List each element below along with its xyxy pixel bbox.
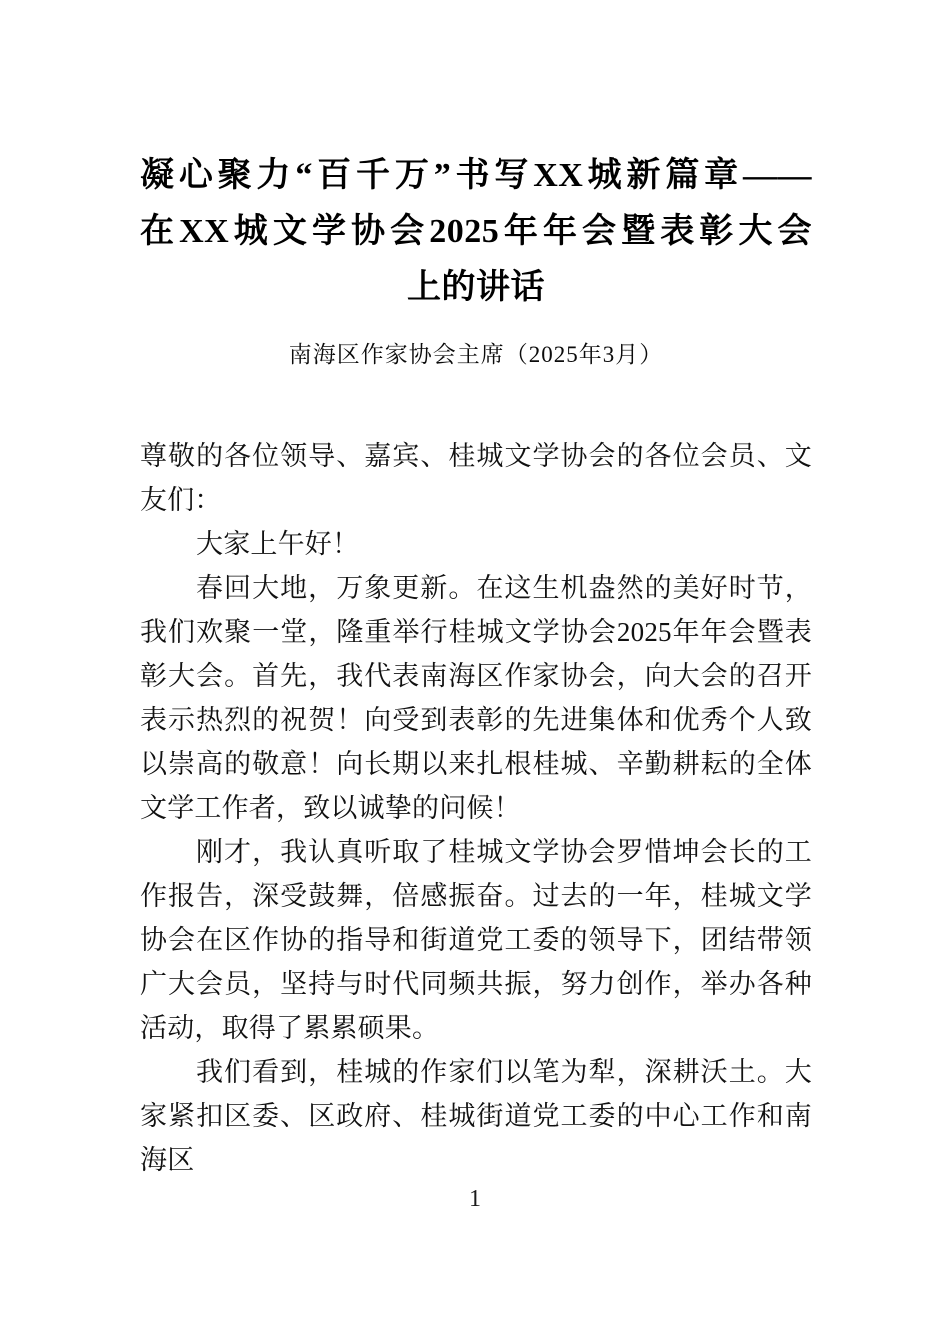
page-title-line-2: 在XX城文学协会2025年年会暨表彰大会 <box>140 213 812 250</box>
paragraph-salutation: 尊敬的各位领导、嘉宾、桂城文学协会的各位会员、文友们： <box>140 441 812 515</box>
page-title-line-3: 上的讲话 <box>407 269 545 306</box>
paragraph-greeting: 大家上午好！ <box>196 529 360 559</box>
page-title-line-1: 凝心聚力“百千万”书写XX城新篇章—— <box>140 157 812 194</box>
paragraph-opening: 春回大地，万象更新。在这生机盎然的美好时节，我们欢聚一堂，隆重举行桂城文学协会2025年年会暨表彰大会。首先，我代表南海区作家协会，向大会的召开表示热烈的祝贺！向受到表彰的先进集体和优秀个人致以崇高的敬意！向长期以来扎根桂城、辛勤耕耘的全体文学工作者，致以诚挚的问候！ <box>140 573 812 823</box>
page-title <box>140 0 812 316</box>
document-content-column <box>140 0 812 1182</box>
paragraph-achievements: 我们看到，桂城的作家们以笔为犁，深耕沃土。大家紧扣区委、区政府、桂城街道党工委的中心工作和南海区 <box>140 1057 812 1175</box>
page-number: 1 <box>469 1186 481 1212</box>
paragraph-report-review: 刚才，我认真听取了桂城文学协会罗惜坤会长的工作报告，深受鼓舞，倍感振奋。过去的一年，桂城文学协会在区作协的指导和街道党工委的领导下，团结带领广大会员，坚持与时代同频共振，努力创作，举办各种活动，取得了累累硕果。 <box>140 837 812 1043</box>
document-byline: 南海区作家协会主席（2025年3月） <box>288 342 664 367</box>
document-body <box>140 372 812 1182</box>
